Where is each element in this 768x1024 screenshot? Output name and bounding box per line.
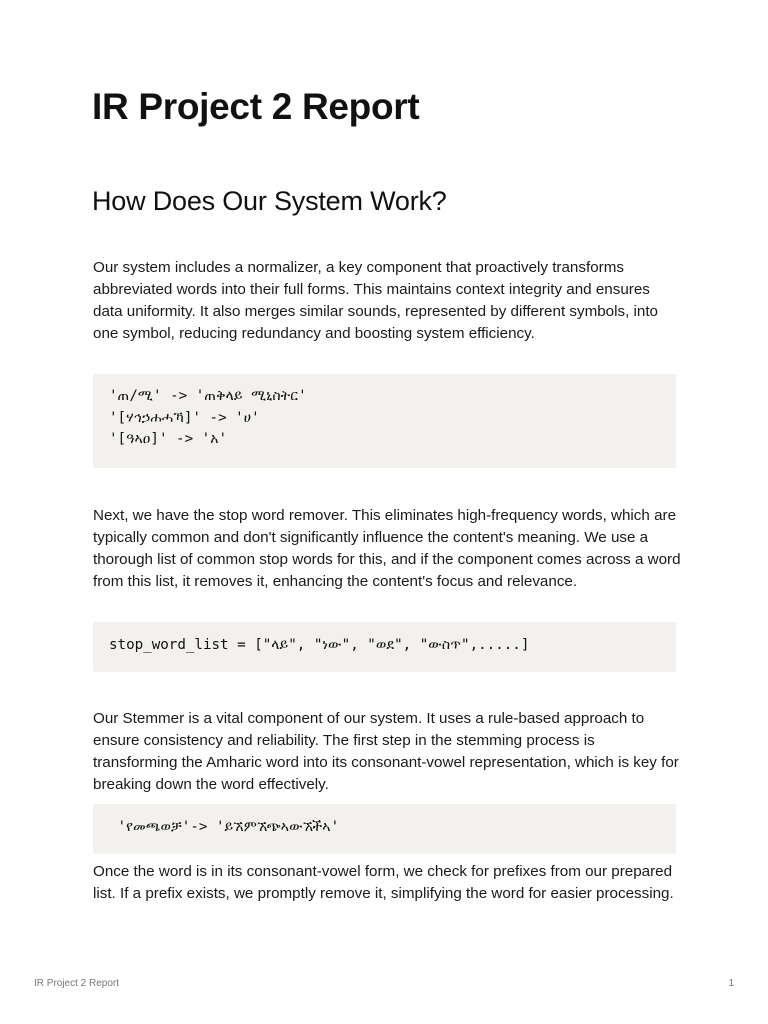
section-heading: How Does Our System Work? [92, 186, 447, 216]
code-block-stemmer [93, 804, 676, 854]
page-number: 1 [728, 978, 734, 989]
code-line: '[ሃኅኃሐሓኻ]' -> 'ሀ' [109, 409, 260, 426]
paragraph-normalizer: Our system includes a normalizer, a key component that proactively transforms abbreviated words into their full forms. This maintains context integrity and ensures data uniformity. It also merges similar sounds, represented by different symbols, into one symbol, reducing redundancy and boosting system efficiency. [93, 259, 659, 342]
code-line: 'ጠ/ሚ' -> 'ጠቅላይ ሚኒስትር' [109, 388, 307, 404]
code-block-normalizer [93, 374, 676, 468]
paragraph-stemmer: Our Stemmer is a vital component of our system. It uses a rule-based approach to ensure consistency and reliability. The first step in the stemming process is transforming the Amharic word into its consonant-vowel representation, which is key for breaking down the word effectively. [93, 710, 679, 793]
paragraph-prefix-removal: Once the word is in its consonant-vowel form, we check for prefixes from our prepared list. If a prefix exists, we promptly remove it, simplifying the word for easier processing. [93, 863, 674, 902]
code-line: stop_word_list = ["ላይ", "ነው", "ወደ", "ውስጥ",.....] [109, 637, 530, 653]
code-block-stopwords [93, 622, 676, 672]
code-line: 'የመጫወቻ'-> 'ይኧምኧጭኣውኧችኣ' [109, 819, 340, 835]
paragraph-stopword-remover: Next, we have the stop word remover. This eliminates high-frequency words, which are typically common and don't significantly influence the content's meaning. We use a thorough list of common stop words for this, and if the component comes across a word from this list, it removes it, enhancing the content's focus and relevance. [93, 507, 681, 590]
code-line: '[ዓኣዐ]' -> 'አ' [109, 431, 228, 447]
footer-title: IR Project 2 Report [34, 978, 120, 989]
document-title: IR Project 2 Report [92, 86, 420, 127]
